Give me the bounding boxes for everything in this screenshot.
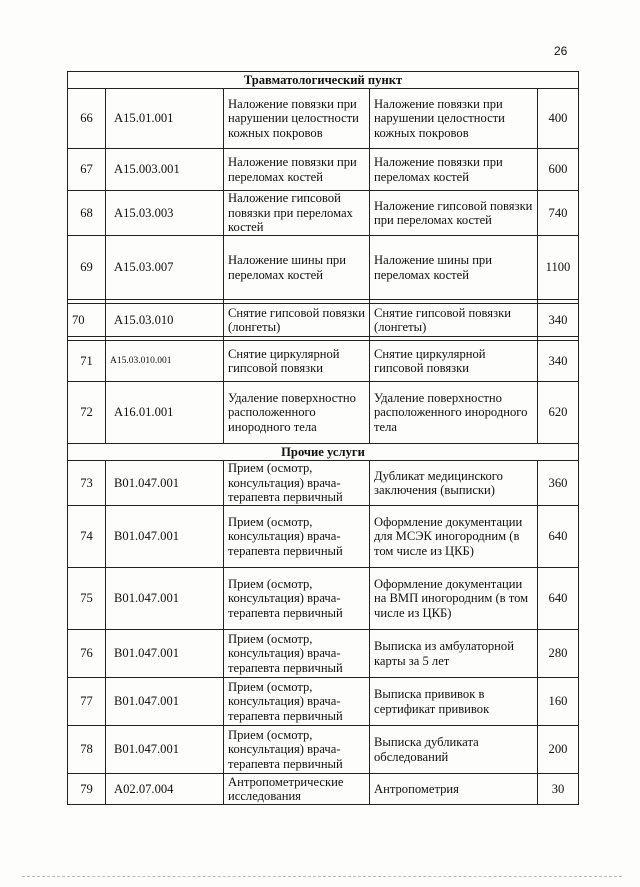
service-description: Выписка из амбулаторной карты за 5 лет	[370, 630, 538, 678]
table-row	[68, 341, 579, 382]
table-row	[68, 236, 579, 300]
service-price: 340	[538, 304, 579, 337]
row-number: 70	[68, 304, 106, 337]
table-row	[68, 304, 579, 337]
table-row	[68, 568, 579, 630]
section-title: Травматологический пункт	[68, 72, 579, 89]
row-number: 77	[68, 678, 106, 726]
service-description: Удаление поверхностно расположенного инородного тела	[370, 382, 538, 444]
service-price: 600	[538, 149, 579, 191]
service-name: Прием (осмотр, консультация) врача-терапевта первичный	[224, 568, 370, 630]
service-price: 740	[538, 191, 579, 236]
row-number: 71	[68, 341, 106, 382]
service-name: Снятие циркулярной гипсовой повязки	[224, 341, 370, 382]
table-row	[68, 149, 579, 191]
table-row	[68, 506, 579, 568]
table-row	[68, 382, 579, 444]
table-row	[68, 89, 579, 149]
price-list-table	[67, 71, 579, 805]
service-name: Удаление поверхностно расположенного инородного тела	[224, 382, 370, 444]
table-row	[68, 191, 579, 236]
service-name: Прием (осмотр, консультация) врача-терапевта первичный	[224, 678, 370, 726]
section-title: Прочие услуги	[68, 444, 579, 461]
service-description: Наложение повязки при переломах костей	[370, 149, 538, 191]
service-code: А15.03.010	[106, 304, 224, 337]
table-row	[68, 630, 579, 678]
row-number: 74	[68, 506, 106, 568]
service-price: 280	[538, 630, 579, 678]
service-code: В01.047.001	[106, 506, 224, 568]
service-price: 200	[538, 726, 579, 774]
service-price: 160	[538, 678, 579, 726]
service-price: 620	[538, 382, 579, 444]
service-price: 640	[538, 568, 579, 630]
row-number: 69	[68, 236, 106, 300]
row-number: 72	[68, 382, 106, 444]
service-description: Наложение шины при переломах костей	[370, 236, 538, 300]
service-description: Дубликат медицинского заключения (выписки)	[370, 461, 538, 506]
service-price: 400	[538, 89, 579, 149]
service-description: Наложение повязки при нарушении целостности кожных покровов	[370, 89, 538, 149]
table-row	[68, 461, 579, 506]
row-number: 75	[68, 568, 106, 630]
service-code: А15.03.010.001	[106, 341, 224, 382]
service-code: В01.047.001	[106, 630, 224, 678]
service-description: Наложение гипсовой повязки при переломах костей	[370, 191, 538, 236]
row-number: 67	[68, 149, 106, 191]
service-description: Снятие циркулярной гипсовой повязки	[370, 341, 538, 382]
row-number: 78	[68, 726, 106, 774]
row-number: 79	[68, 774, 106, 805]
service-code: А15.03.003	[106, 191, 224, 236]
service-name: Антропометрические исследования	[224, 774, 370, 805]
table-row	[68, 726, 579, 774]
row-number: 66	[68, 89, 106, 149]
page-bottom-divider	[22, 876, 622, 877]
service-code: В01.047.001	[106, 678, 224, 726]
service-price: 360	[538, 461, 579, 506]
service-description: Оформление документации для МСЭК иногородним (в том числе из ЦКБ)	[370, 506, 538, 568]
service-name: Наложение шины при переломах костей	[224, 236, 370, 300]
service-name: Снятие гипсовой повязки (лонгеты)	[224, 304, 370, 337]
service-name: Прием (осмотр, консультация) врача-терапевта первичный	[224, 461, 370, 506]
service-code: А15.03.007	[106, 236, 224, 300]
row-number: 76	[68, 630, 106, 678]
service-code: В01.047.001	[106, 461, 224, 506]
service-name: Прием (осмотр, консультация) врача-терапевта первичный	[224, 506, 370, 568]
service-code: А16.01.001	[106, 382, 224, 444]
service-description: Выписка прививок в сертификат прививок	[370, 678, 538, 726]
service-price: 1100	[538, 236, 579, 300]
service-name: Прием (осмотр, консультация) врача-терапевта первичный	[224, 726, 370, 774]
service-description: Снятие гипсовой повязки (лонгеты)	[370, 304, 538, 337]
section-header-row	[68, 444, 579, 461]
service-price: 340	[538, 341, 579, 382]
service-name: Наложение гипсовой повязки при переломах костей	[224, 191, 370, 236]
service-name: Наложение повязки при нарушении целостности кожных покровов	[224, 89, 370, 149]
service-name: Наложение повязки при переломах костей	[224, 149, 370, 191]
table-row	[68, 678, 579, 726]
service-code: А15.01.001	[106, 89, 224, 149]
service-code: А15.003.001	[106, 149, 224, 191]
service-description: Выписка дубликата обследований	[370, 726, 538, 774]
page-number: 26	[554, 44, 568, 58]
service-description: Оформление документации на ВМП иногородним (в том числе из ЦКБ)	[370, 568, 538, 630]
service-code: В01.047.001	[106, 726, 224, 774]
table-row	[68, 774, 579, 805]
service-price: 640	[538, 506, 579, 568]
service-code: А02.07.004	[106, 774, 224, 805]
service-description: Антропометрия	[370, 774, 538, 805]
row-number: 68	[68, 191, 106, 236]
service-code: В01.047.001	[106, 568, 224, 630]
section-header-row	[68, 72, 579, 89]
service-price: 30	[538, 774, 579, 805]
service-name: Прием (осмотр, консультация) врача-терапевта первичный	[224, 630, 370, 678]
row-number: 73	[68, 461, 106, 506]
